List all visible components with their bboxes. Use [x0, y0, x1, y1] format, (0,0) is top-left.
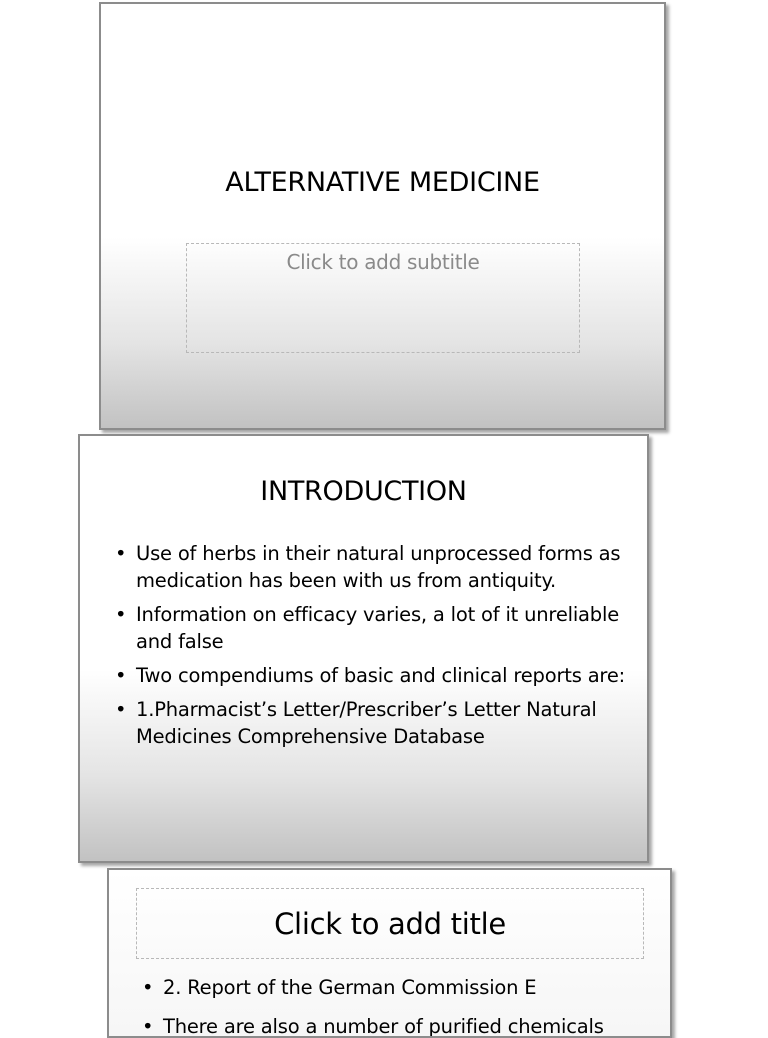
slide-1 — [99, 2, 666, 430]
bullet-item — [115, 601, 635, 655]
bullet-list — [115, 540, 635, 757]
bullet-icon: • — [115, 664, 127, 687]
slide-2 — [78, 434, 649, 863]
bullet-icon: • — [115, 603, 127, 626]
bullet-icon: • — [115, 542, 127, 565]
bullet-text: Use of herbs in their natural unprocessed forms as medication has been with us from antiquity. — [136, 542, 621, 592]
bullet-item — [142, 972, 667, 1004]
slide-title: INTRODUCTION — [260, 476, 467, 507]
bullet-icon: • — [142, 976, 154, 999]
bullet-text: Two compendiums of basic and clinical reports are: — [136, 664, 625, 687]
subtitle-placeholder-text: Click to add subtitle — [286, 250, 480, 274]
bullet-icon: • — [115, 698, 127, 721]
bullet-list — [142, 972, 667, 1038]
bullet-text: There are also a number of purified chemicals — [163, 1015, 604, 1038]
bullet-text: 2. Report of the German Commission E — [163, 976, 537, 999]
title-placeholder[interactable] — [136, 888, 644, 959]
bullet-item — [115, 540, 635, 594]
bullet-text: Information on efficacy varies, a lot of it unreliable and false — [136, 603, 619, 653]
slide-title: ALTERNATIVE MEDICINE — [225, 167, 540, 198]
bullet-item — [115, 662, 635, 689]
subtitle-placeholder[interactable] — [186, 243, 580, 353]
slide-3 — [107, 868, 672, 1038]
bullet-item — [142, 1011, 667, 1038]
bullet-item — [115, 696, 635, 750]
bullet-text: 1.Pharmacist’s Letter/Prescriber’s Letter Natural Medicines Comprehensive Database — [136, 698, 597, 748]
title-placeholder-text: Click to add title — [274, 907, 506, 941]
bullet-icon: • — [142, 1015, 154, 1038]
